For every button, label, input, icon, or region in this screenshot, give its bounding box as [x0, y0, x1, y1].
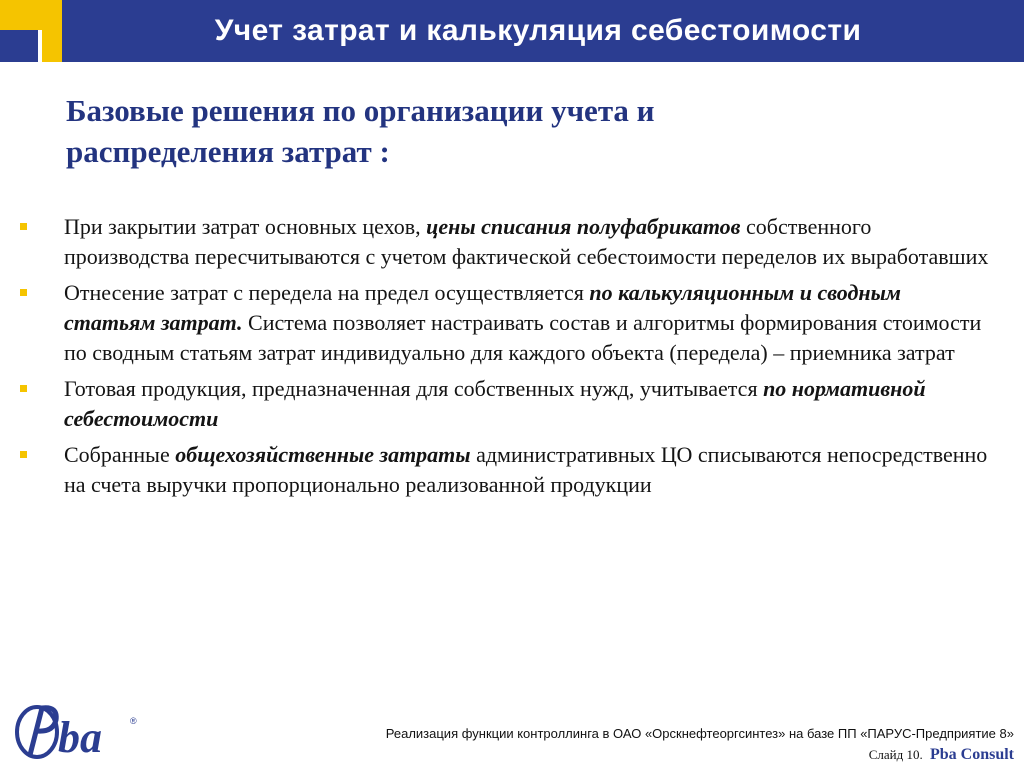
subheading-line-2: распределения затрат : [66, 134, 390, 169]
bullet-text: Отнесение затрат с передела на предел осуществляется [64, 280, 590, 305]
bullet-text: административных ЦО списываются непосредственно на счета выручки пропорционально реализованной продукции [64, 442, 988, 497]
footer-brand: Pba Consult [929, 746, 1014, 763]
subheading [66, 90, 966, 172]
bullet-emphasis: по калькуляционным и сводным статьям затрат. [64, 280, 901, 335]
square-bullet-icon [20, 451, 27, 458]
square-bullet-icon [20, 385, 27, 392]
bullet-text: Готовая продукция, предназначенная для собственных нужд, учитывается [64, 376, 764, 401]
bullet-emphasis: цены списания полуфабрикатов [426, 214, 741, 239]
bullet-text: собственного производства пересчитываются с учетом фактической себестоимости переделов их выработавших [64, 214, 989, 269]
footer-caption: Реализация функции контроллинга в ОАО «Орскнефтеоргсинтез» на базе ПП «ПАРУС-Предприятие 8» [385, 726, 1014, 741]
slide-number: Слайд 10. [868, 747, 923, 762]
bullet-item-4 [20, 440, 995, 500]
bullet-emphasis: по нормативной себестоимости [64, 376, 926, 431]
footer-slide-info [869, 746, 1014, 764]
square-bullet-icon [20, 223, 27, 230]
subheading-line-1: Базовые решения по организации учета и [66, 93, 655, 128]
square-bullet-icon [20, 289, 27, 296]
header-accent-square [0, 0, 62, 62]
bullet-text: Система позволяет настраивать состав и алгоритмы формирования стоимости по сводным статьям затрат индивидуально для каждого объекта (передела) – приемника затрат [64, 310, 982, 365]
bullet-text: При закрытии затрат основных цехов, [64, 214, 427, 239]
bullet-emphasis: общехозяйственные затраты [175, 442, 471, 467]
bullet-list [20, 212, 995, 506]
bullet-item-3 [20, 374, 995, 434]
bullet-item-2 [20, 278, 995, 368]
bullet-item-1 [20, 212, 995, 272]
pba-logo [12, 700, 152, 760]
logo-letters: ba [58, 713, 102, 760]
bullet-text: Собранные [64, 442, 176, 467]
slide-title: Учет затрат и калькуляция себестоимости [214, 14, 862, 47]
registered-mark: ® [130, 716, 137, 726]
